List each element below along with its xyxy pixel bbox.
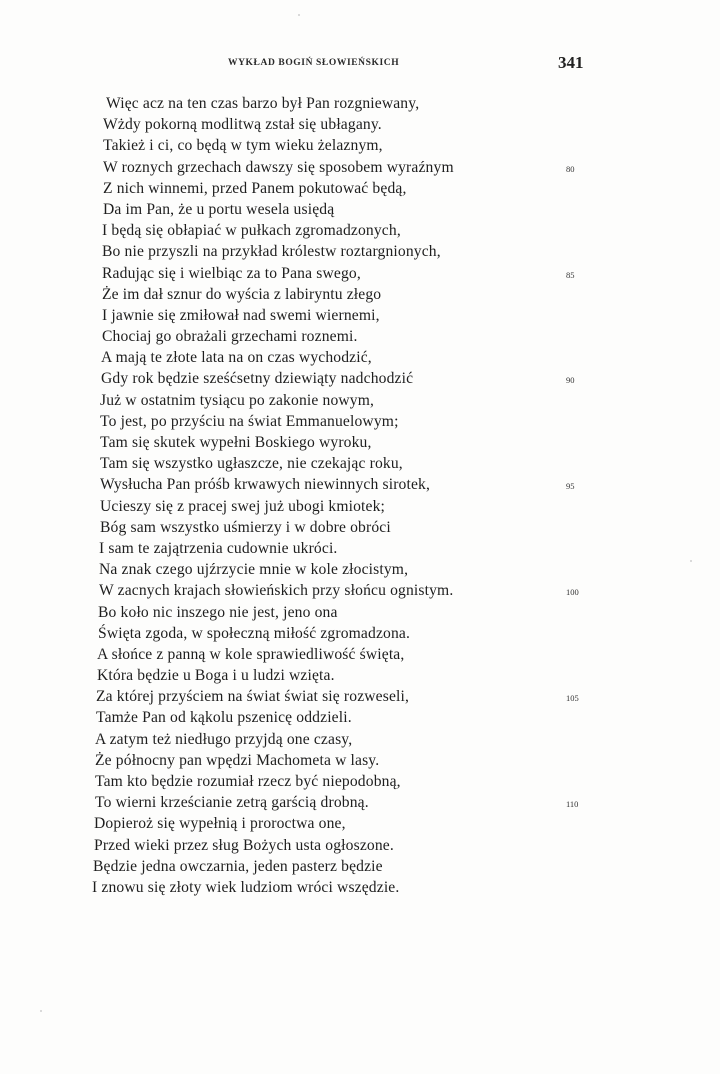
verse-text: Więc acz na ten czas barzo był Pan rozgniewany,: [106, 95, 420, 112]
verse-line: [0, 559, 720, 580]
verse-line: [0, 707, 720, 728]
verse-text: Że północny pan wpędzi Machometa w lasy.: [95, 751, 380, 769]
verse-line: [0, 792, 720, 813]
verse-text: Już w ostatnim tysiącu po zakonie nowym,: [100, 391, 375, 409]
line-number: 110: [566, 799, 579, 810]
verse-text: Bóg sam wszystko uśmierzy i w dobre obróci: [100, 518, 391, 536]
verse-text: Z nich winnemi, przed Panem pokutować będą,: [103, 179, 407, 197]
page-header: [0, 53, 720, 80]
verse-line: [0, 284, 720, 305]
verse-line: [0, 390, 720, 411]
verse-line: [0, 496, 720, 517]
verse-text: W roznych grzechach dawszy się sposobem wyraźnym: [103, 158, 454, 176]
verse-line: [0, 877, 720, 898]
verse-line: [0, 517, 720, 538]
line-number: 85: [566, 269, 575, 280]
verse-line: [0, 750, 720, 771]
verse-text: Ucieszy się z pracej swej już ubogi kmiotek;: [100, 497, 386, 515]
verse-text: Da im Pan, że u portu wesela usiędą: [103, 200, 335, 218]
scan-speck: [40, 1010, 42, 1012]
verse-line: [0, 93, 720, 114]
verse-line: [0, 178, 720, 199]
line-number: 90: [566, 375, 575, 386]
verse-text: I sam te zajątrzenia cudownie ukróci.: [99, 539, 338, 557]
verse-line: [0, 347, 720, 368]
verse-text: Tam się skutek wypełni Boskiego wyroku,: [100, 434, 372, 451]
scan-speck: [298, 14, 300, 16]
verse-line: [0, 813, 720, 834]
verse-line: [0, 665, 720, 686]
verse-text: A słońce z panną w kole sprawiedliwość święta,: [97, 645, 405, 663]
verse-line: [0, 220, 720, 241]
verse-line: [0, 305, 720, 326]
line-number: 100: [566, 587, 579, 598]
verse-text: Przed wieki przez sług Bożych usta ogłoszone.: [94, 836, 394, 854]
verse-text: Że im dał sznur do wyścia z labiryntu złego: [102, 285, 382, 303]
verse-text: Tam kto będzie rozumiał rzecz być niepodobną,: [95, 773, 401, 790]
line-number: 95: [566, 481, 575, 492]
verse-text: I jawnie się zmiłował nad swemi wiernemi,: [102, 306, 380, 324]
verse-line: [0, 368, 720, 389]
line-number: 105: [566, 693, 579, 704]
verse-text: A mają te złote lata na on czas wychodzić,: [101, 349, 372, 367]
verse-text: I znowu się złoty wiek ludziom wróci wszędzie.: [92, 878, 400, 896]
verse-text: Tam się wszystko ugłaszcze, nie czekając roku,: [100, 455, 403, 473]
verse-line: [0, 157, 720, 178]
verse-line: [0, 263, 720, 284]
verse-text: Święta zgoda, w społeczną miłość zgromadzona.: [98, 624, 411, 642]
verse-text: Dopieroż się wypełnią i proroctwa one,: [94, 815, 346, 833]
verse-text: W zacnych krajach słowieńskich przy słońcu ognistym.: [99, 582, 454, 600]
verse-line: [0, 326, 720, 347]
verse-text: Takież i ci, co będą w tym wieku żelaznym,: [103, 137, 383, 155]
verse-line: [0, 771, 720, 792]
verse-text: To jest, po przyściu na świat Emmanuelowym;: [100, 412, 399, 430]
running-title: WYKŁAD BOGIŃ SŁOWIEŃSKICH: [228, 58, 400, 68]
verse-text: I będą się obłapiać w pułkach zgromadzonych,: [102, 222, 401, 240]
verse-text: Wżdy pokorną modlitwą zstał się ubłagany.: [103, 116, 382, 134]
line-number: 80: [566, 163, 575, 174]
poem-text: [0, 93, 720, 898]
verse-text: A zatym też niedługo przyjdą one czasy,: [95, 730, 353, 748]
verse-line: [0, 835, 720, 856]
verse-text: Tamże Pan od kąkolu pszenicę oddzieli.: [96, 709, 352, 727]
verse-line: [0, 114, 720, 135]
verse-line: [0, 432, 720, 453]
verse-text: Gdy rok będzie sześćsetny dziewiąty nadchodzić: [101, 370, 414, 388]
verse-line: [0, 602, 720, 623]
verse-line: [0, 686, 720, 707]
verse-text: Bo koło nic inszego nie jest, jeno ona: [98, 603, 338, 621]
verse-line: [0, 453, 720, 474]
verse-text: Chociaj go obrażali grzechami roznemi.: [102, 328, 358, 346]
verse-line: [0, 199, 720, 220]
verse-text: To wierni krześcianie zetrą garścią drobną.: [95, 794, 369, 812]
verse-line: [0, 580, 720, 601]
verse-text: Wysłucha Pan próśb krwawych niewinnych sirotek,: [100, 476, 431, 494]
verse-line: [0, 729, 720, 750]
verse-line: [0, 241, 720, 262]
verse-text: Która będzie u Boga i u ludzi wzięta.: [97, 667, 335, 685]
verse-text: Będzie jedna owczarnia, jeden pasterz będzie: [93, 857, 383, 875]
verse-line: [0, 644, 720, 665]
verse-text: Bo nie przyszli na przykład królestw roztargnionych,: [102, 243, 441, 261]
verse-text: Radując się i wielbiąc za to Pana swego,: [102, 264, 361, 282]
page-number: 341: [558, 53, 584, 72]
verse-line: [0, 856, 720, 877]
scan-speck: [690, 560, 692, 562]
verse-line: [0, 474, 720, 495]
verse-text: Za której przyściem na świat świat się rozweseli,: [96, 688, 410, 706]
verse-line: [0, 538, 720, 559]
verse-line: [0, 135, 720, 156]
verse-line: [0, 411, 720, 432]
verse-line: [0, 623, 720, 644]
verse-text: Na znak czego ujźrzycie mnie w kole złocistym,: [99, 561, 409, 579]
